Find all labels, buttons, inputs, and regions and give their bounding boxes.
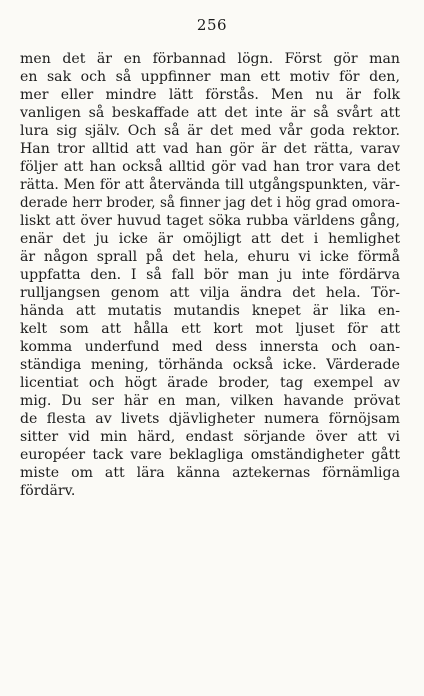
page-number: 256 (196, 16, 228, 34)
text-line: miste om att lära känna aztekernas förnämliga (20, 465, 400, 481)
text-line: lura sig själv. Och så är det med vår goda rektor. (20, 123, 400, 139)
text-line: vanligen så beskaffade att det inte är så svårt att (20, 105, 400, 121)
text-line: rätta. Men för att återvända till utgångspunkten, vär- (20, 177, 400, 193)
text-line: men det är en förbannad lögn. Först gör man (20, 51, 400, 67)
text-line: rulljangsen genom att vilja ändra det hela. Tör- (20, 285, 400, 301)
text-line: européer tack vare beklagliga omständigheter gått (20, 447, 400, 463)
text-line: fördärv. (20, 483, 76, 499)
text-line: mer eller mindre lätt förstås. Men nu är folk (20, 87, 400, 103)
text-line: är någon sprall på det hela, ehuru vi icke förmå (20, 249, 400, 265)
text-line: enär det ju icke är omöjligt att det i hemlighet (20, 231, 400, 247)
text-line: licentiat och högt ärade broder, tag exempel av (20, 375, 400, 391)
text-line: mig. Du ser här en man, vilken havande prövat (20, 393, 400, 409)
text-line: kelt som att hålla ett kort mot ljuset för att (20, 321, 400, 337)
text-line: ständiga mening, törhända också icke. Värderade (20, 357, 400, 373)
text-line: de flesta av livets djävligheter numera förnöjsam (20, 411, 400, 427)
text-line: en sak och så uppfinner man ett motiv för den, (20, 69, 400, 85)
text-line: följer att han också alltid gör vad han tror vara det (20, 159, 400, 175)
text-line: komma underfund med dess innersta och oan- (20, 339, 400, 355)
body-text (20, 50, 400, 500)
text-line: derade herr broder, så finner jag det i hög grad omora- (20, 195, 400, 211)
text-line: sitter vid min härd, endast sörjande över att vi (20, 429, 400, 445)
text-line: Han tror alltid att vad han gör är det rätta, varav (20, 141, 400, 157)
text-line: liskt att över huvud taget söka rubba världens gång, (20, 213, 400, 229)
text-line: uppfatta den. I så fall bör man ju inte fördärva (20, 267, 400, 283)
text-line: hända att mutatis mutandis knepet är lika en- (20, 303, 400, 319)
